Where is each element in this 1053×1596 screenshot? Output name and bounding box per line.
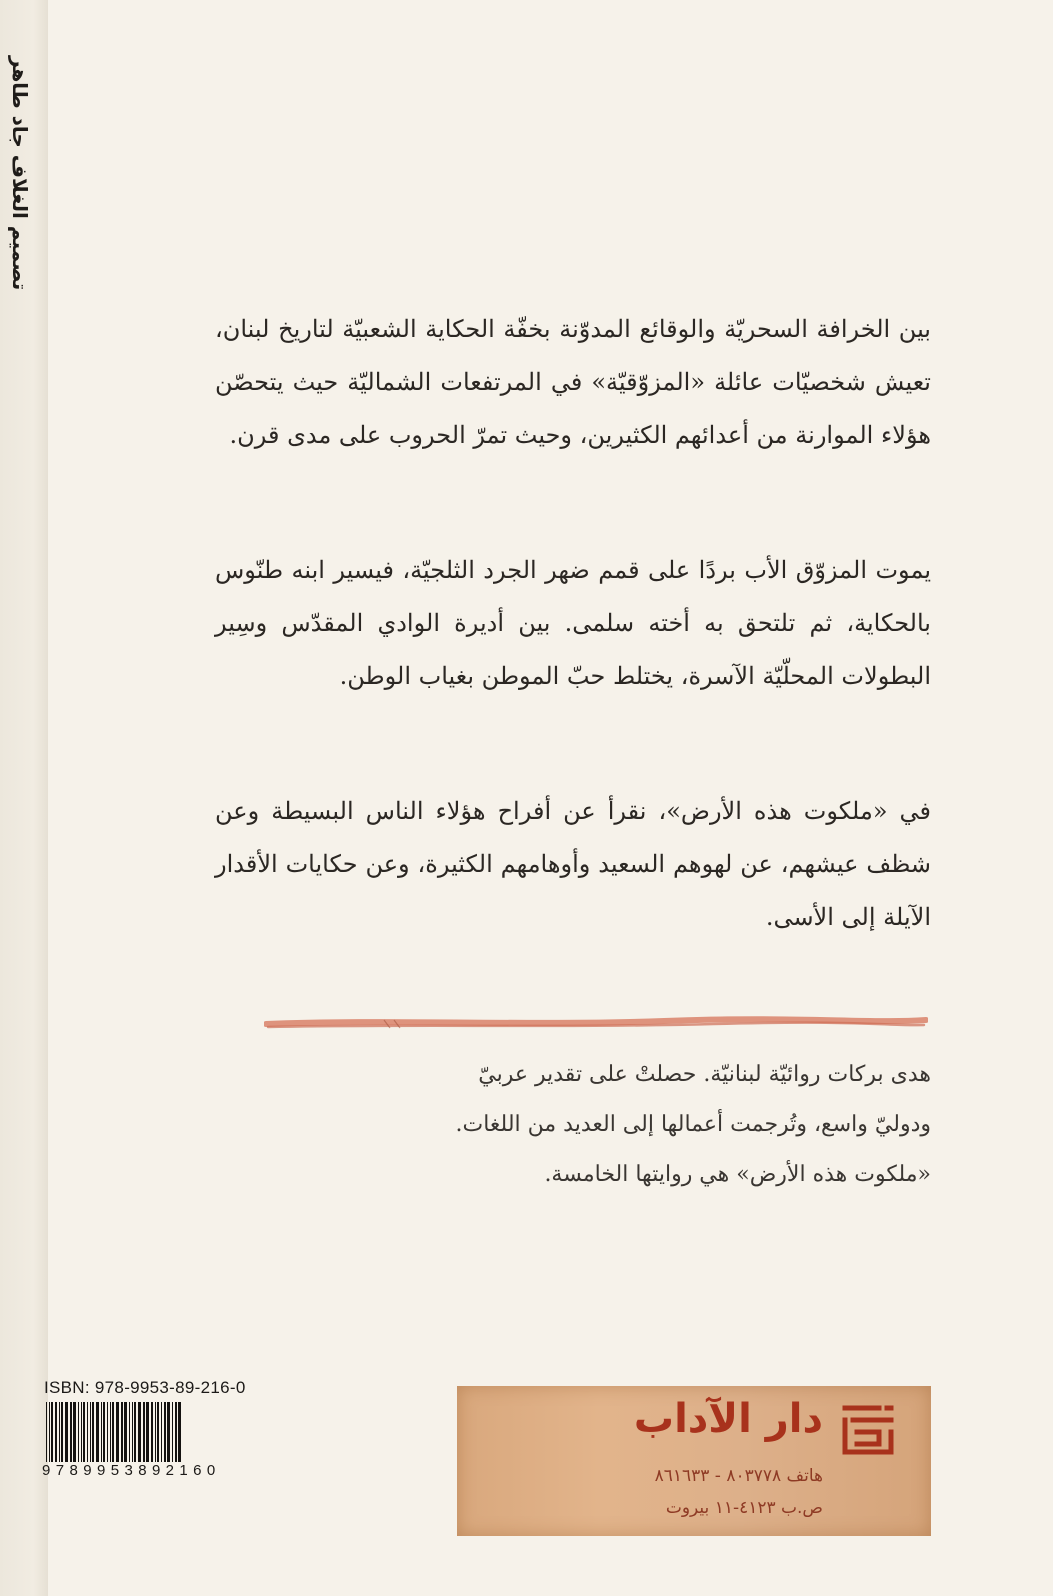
book-spine (0, 0, 49, 1596)
publisher-stamp (457, 1386, 931, 1536)
blurb-paragraph-2 (215, 544, 931, 703)
publisher-phone: هاتف ٨٠٣٧٧٨ - ٨٦١٦٣٣ (654, 1466, 823, 1486)
blurb-text-2: يموت المزوّق الأب بردًا على قمم ضهر الجرد الثلجيّة، فيسير ابنه طنّوس بالحكاية، ثم تلتحق به أخته سلمى. بين أديرة الوادي المقدّس وسِير البطولات المحلّيّة الآسرة، يختلط حبّ الموطن بغياب الوطن. (215, 556, 932, 690)
author-bio (215, 1050, 931, 1200)
bio-line-2: ودوليّ واسع، وتُرجمت أعمالها إلى العديد من اللغات. (455, 1112, 931, 1137)
bio-line-1: هدى بركات روائيّة لبنانيّة. حصلتْ على تقدير عربيّ (478, 1062, 931, 1087)
publisher-logo-icon (839, 1400, 897, 1458)
bio-line-3: «ملكوت هذه الأرض» هي روايتها الخامسة. (544, 1162, 931, 1187)
blurb-paragraph-3 (215, 785, 931, 944)
barcode-digits: 9789953892160 (42, 1462, 221, 1479)
publisher-address: ص.ب ٤١٢٣-١١ بيروت (665, 1498, 823, 1518)
cover-design-credit: تصميم الغلاف جاد طاهر (8, 55, 32, 290)
decorative-divider (264, 1016, 928, 1030)
isbn-block (42, 1378, 294, 1488)
barcode-icon (42, 1402, 292, 1462)
publisher-name: دار الآداب (633, 1396, 823, 1442)
isbn-label: ISBN: 978-9953-89-216-0 (44, 1378, 246, 1397)
blurb-text-1: بين الخرافة السحريّة والوقائع المدوّنة بخفّة الحكاية الشعبيّة لتاريخ لبنان، تعيش شخصيّات عائلة «المزوّقيّة» في المرتفعات الشماليّة حيث يتحصّن هؤلاء الموارنة من أعدائهم الكثيرين، وحيث تمرّ الحروب على مدى قرن. (215, 315, 931, 449)
blurb-text-3: في «ملكوت هذه الأرض»، نقرأ عن أفراح هؤلاء الناس البسيطة وعن شظف عيشهم، عن لهوهم السعيد وأوهامهم الكثيرة، وعن حكايات الأقدار الآيلة إلى الأسى. (215, 797, 932, 931)
blurb-paragraph-1 (215, 303, 931, 462)
